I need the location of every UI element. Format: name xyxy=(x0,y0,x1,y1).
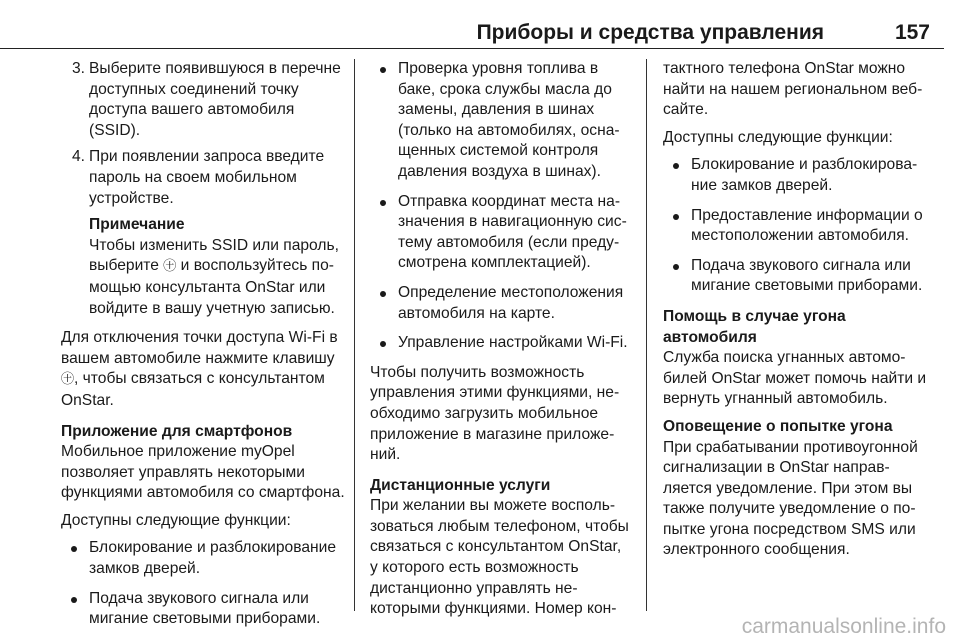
wifi-off-paragraph xyxy=(61,328,347,411)
step-item xyxy=(61,147,347,209)
onstar-button-icon: ㊉ xyxy=(61,372,75,388)
feature-item: Управление настройками Wi-Fi. xyxy=(370,333,632,354)
heading-remote-services: Дистанционные услуги xyxy=(370,476,551,494)
feature-list xyxy=(370,59,632,354)
feature-item: Подача звукового сигнала или мигание световыми приборами. xyxy=(663,256,933,297)
column-divider-1 xyxy=(354,59,355,611)
app-paragraph: Мобильное приложение myOpel позволяет управлять некоторыми функциями автомобиля со смартфона. xyxy=(61,443,345,502)
available-functions-paragraph: Доступны следующие функции: xyxy=(663,128,893,146)
feature-list xyxy=(61,538,347,629)
watermark: carmanualsonline.info xyxy=(741,615,946,638)
page-number: 157 xyxy=(894,21,930,44)
note-text-start: Чтобы изменить SSID или пароль, выберите xyxy=(89,236,339,275)
remote-services-paragraph: При желании вы можете воспользоваться любым телефоном, чтобы связаться с консультантом OnStar, у которого есть возможность дистанционно управлять некоторыми функциями. Номер кон- xyxy=(370,497,629,618)
column-1 xyxy=(61,59,347,639)
wifi-off-text-end: , чтобы связаться с консультантом OnStar. xyxy=(61,370,325,409)
heading-theft-assistance: Помощь в случае угона автомобиля xyxy=(663,307,846,346)
contact-paragraph: тактного телефона OnStar можно найти на нашем региональном веб-сайте. xyxy=(663,60,923,119)
available-functions-paragraph: Доступны следующие функции: xyxy=(61,511,291,529)
theft-alert-paragraph: При срабатывании противоугонной сигнализации в OnStar направляется уведомление. При этом вы также получите уведомление о попытке угона посредством SMS или электронного сообщения. xyxy=(663,438,918,559)
column-2 xyxy=(370,59,632,627)
onstar-button-icon: ㊉ xyxy=(163,259,177,275)
heading-theft-alert: Оповещение о попытке угона xyxy=(663,417,893,435)
step-text: Выберите появившуюся в перечне доступных соединений точку доступа вашего автомобиля (SSID). xyxy=(89,60,341,139)
step-list xyxy=(61,59,347,209)
feature-item: Предоставление информации о местоположении автомобиля. xyxy=(663,206,933,247)
column-3 xyxy=(663,59,933,568)
page-header xyxy=(0,4,944,49)
feature-item: Блокирование и разблокирование замков дверей. xyxy=(663,155,933,196)
feature-item: Отправка координат места назначения в навигационную систему автомобиля (если предусмотрена комплектацией). xyxy=(370,192,632,274)
note-text xyxy=(89,236,347,319)
step-text: При появлении запроса введите пароль на своем мобильном устройстве. xyxy=(89,148,325,207)
wifi-off-text-start: Для отключения точки доступа Wi-Fi в вашем автомобиле нажмите клавишу xyxy=(61,329,338,367)
feature-item: Блокирование и разблокирование замков дверей. xyxy=(61,538,347,579)
heading-smartphone-app: Приложение для смартфонов xyxy=(61,422,293,440)
step-number: 4. xyxy=(72,148,86,166)
note-block xyxy=(61,215,347,319)
download-app-paragraph: Чтобы получить возможность управления этими функциями, необходимо загрузить мобильное приложение в магазине приложений. xyxy=(370,363,620,464)
note-text-end: и воспользуйтесь помощью консультанта OnStar или войдите в вашу учетную записью. xyxy=(89,257,335,317)
column-divider-2 xyxy=(646,59,647,611)
feature-item: Проверка уровня топлива в баке, срока службы масла до замены, давления в шинах (только на автомобилях, оснащенных системой контроля давления воздуха в шинах). xyxy=(370,59,632,183)
step-number: 3. xyxy=(72,60,86,77)
theft-assistance-paragraph: Служба поиска угнанных автомобилей OnStar может помочь найти и вернуть угнанный автомобиль. xyxy=(663,349,927,408)
feature-item: Определение местоположения автомобиля на карте. xyxy=(370,283,632,324)
note-title: Примечание xyxy=(89,216,185,234)
feature-item: Подача звукового сигнала или мигание световыми приборами. xyxy=(61,589,347,630)
page-title: Приборы и средства управления xyxy=(476,21,824,44)
step-item xyxy=(61,59,347,141)
feature-list xyxy=(663,155,933,297)
